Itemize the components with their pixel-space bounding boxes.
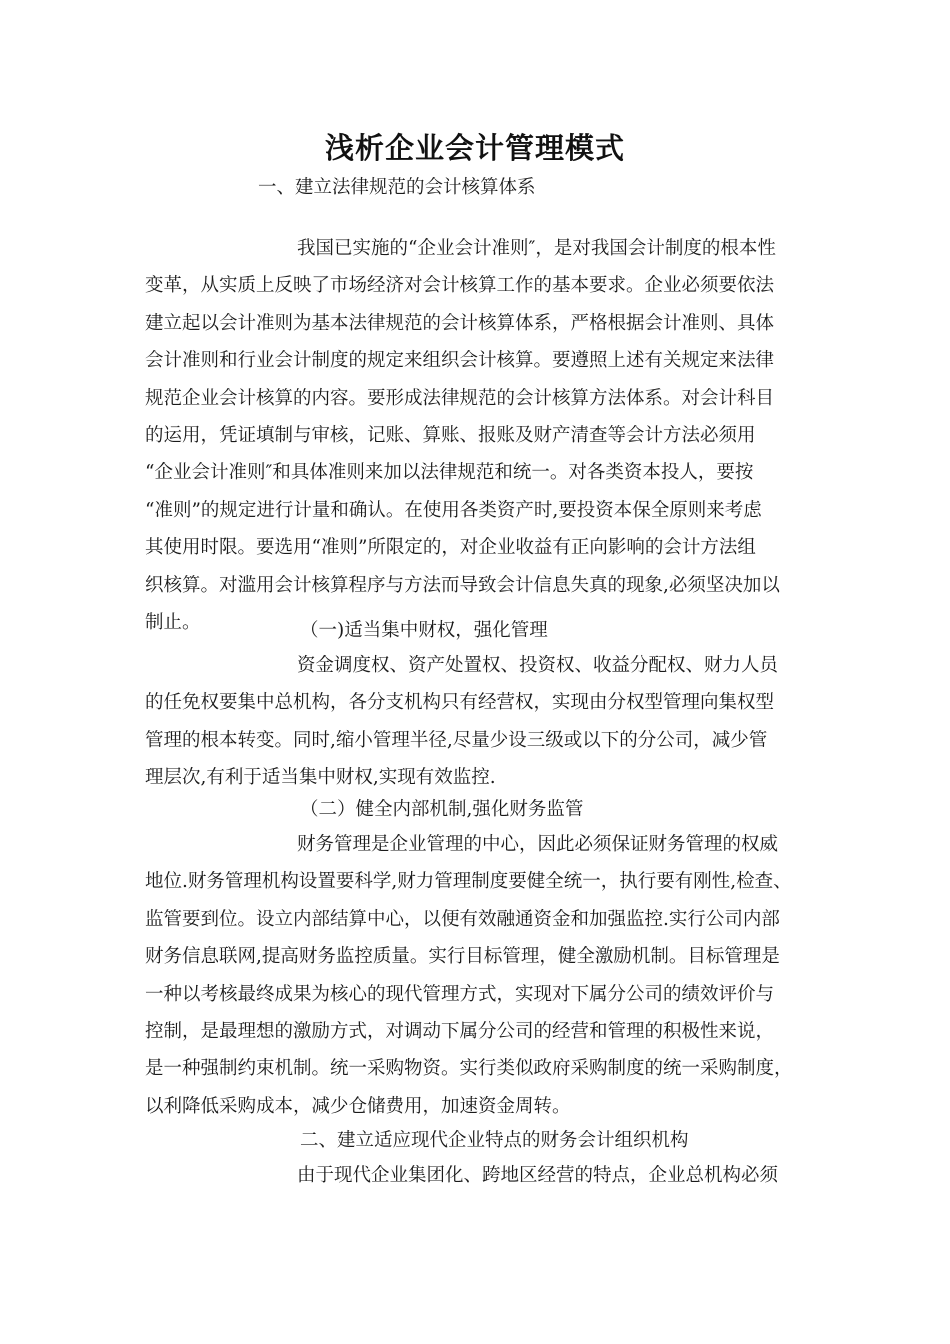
text-line: 财务管理是企业管理的中心，因此必须保证财务管理的权威	[297, 834, 779, 855]
section-heading-4: 二、建立适应现代企业特点的财务会计组织机构	[300, 1130, 689, 1151]
section-1-body	[145, 230, 808, 641]
text-line: 我国已实施的“企业会计准则″，是对我国会计制度的根本性	[297, 238, 776, 259]
text-line: “企业会计准则″和具体准则来加以法律规范和统一。对各类资本投人，要按	[145, 462, 754, 484]
text-line: 监管要到位。设立内部结算中心，以便有效融通资金和加强监控.实行公司内部	[145, 908, 780, 930]
text-line: 控制，是最理想的激励方式，对调动下属分公司的经营和管理的积极性来说，	[145, 1020, 775, 1042]
section-heading-1: 一、建立法律规范的会计核算体系	[258, 177, 536, 198]
text-line: 管理的根本转变。同时,缩小管理半径,尽量少设三级或以下的分公司，减少管	[145, 729, 768, 751]
text-line: 制止。	[145, 611, 201, 633]
text-line: 规范企业会计核算的内容。要形成法律规范的会计核算方法体系。对会计科目	[145, 387, 775, 409]
text-line: 由于现代企业集团化、跨地区经营的特点，企业总机构必须	[297, 1165, 779, 1186]
text-line: 资金调度权、资产处置权、投资权、收益分配权、财力人员	[297, 655, 779, 676]
text-line: 的运用，凭证填制与审核，记账、算账、报账及财产清查等会计方法必须用	[145, 424, 756, 446]
text-line: “准则”的规定进行计量和确认。在使用各类资产时,要投资本保全原则来考虑	[145, 499, 762, 521]
document-title: 浅析企业会计管理模式	[324, 131, 625, 165]
text-line: 财务信息联网,提高财务监控质量。实行目标管理，健全激励机制。目标管理是	[145, 946, 780, 968]
text-line: 一种以考核最终成果为核心的现代管理方式，实现对下属分公司的绩效评价与	[145, 983, 775, 1005]
section-4-body	[145, 1157, 808, 1194]
text-line: 织核算。对滥用会计核算程序与方法而导致会计信息失真的现象,必须坚决加以	[145, 574, 780, 596]
section-3-body	[145, 826, 808, 1125]
section-heading-3: （二）健全内部机制,强化财务监管	[300, 799, 584, 820]
text-line: 地位.财务管理机构设置要科学,财力管理制度要健全统一，执行要有刚性,检查、	[145, 871, 792, 893]
text-line: 会计准则和行业会计制度的规定来组织会计核算。要遵照上述有关规定来法律	[145, 350, 775, 372]
text-line: 变革，从实质上反映了市场经济对会计核算工作的基本要求。企业必须要依法	[145, 275, 775, 297]
section-2-body	[145, 647, 808, 797]
text-line: 以利降低采购成本，减少仓储费用，加速资金周转。	[145, 1095, 571, 1117]
text-line: 的任免权要集中总机构，各分支机构只有经营权，实现由分权型管理向集权型	[145, 692, 775, 714]
text-line: 理层次,有利于适当集中财权,实现有效监控.	[145, 767, 496, 789]
section-heading-2: （一)适当集中财权，强化管理	[300, 620, 548, 641]
text-line: 是一种强制约束机制。统一采购物资。实行类似政府采购制度的统一采购制度，	[145, 1058, 793, 1080]
text-line: 其使用时限。要选用“准则”所限定的，对企业收益有正向影响的会计方法组	[145, 537, 756, 559]
text-line: 建立起以会计准则为基本法律规范的会计核算体系，严格根据会计准则、具体	[145, 312, 775, 334]
